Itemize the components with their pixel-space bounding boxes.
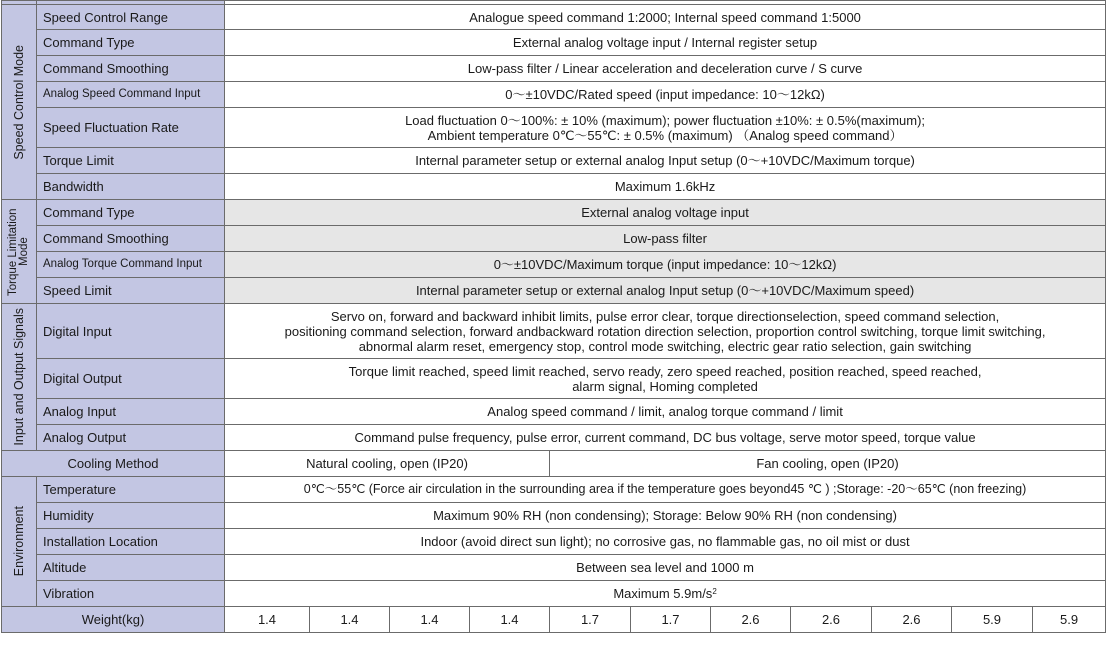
- row-label: Digital Output: [37, 359, 225, 399]
- row-value: 0～±10VDC/Rated speed (input impedance: 10～12kΩ): [225, 82, 1106, 108]
- group-label: Input and Output Signals: [11, 308, 26, 446]
- row-value: [225, 359, 1106, 399]
- table-row: [2, 304, 1106, 359]
- cooling-method-label: Cooling Method: [2, 451, 225, 477]
- row-label: Analog Input: [37, 399, 225, 425]
- row-value: Low-pass filter: [225, 226, 1106, 252]
- table-row: [2, 252, 1106, 278]
- value-line: positioning command selection, forward andbackward rotation direction selection, proportion control switching, torque limit switching,: [284, 323, 1046, 339]
- value-line: Ambient temperature 0℃～55℃: ± 0.5% (maximum) （Analog speed command）: [427, 127, 903, 143]
- cooling-fan-value: Fan cooling, open (IP20): [550, 451, 1106, 477]
- row-value: Command pulse frequency, pulse error, current command, DC bus voltage, serve motor speed, torque value: [225, 425, 1106, 451]
- row-label: Installation Location: [37, 529, 225, 555]
- table-row: [2, 278, 1106, 304]
- row-value: [225, 304, 1106, 359]
- table-row: [2, 30, 1106, 56]
- row-label: Analog Output: [37, 425, 225, 451]
- weight-cell: 2.6: [872, 607, 952, 633]
- weight-cell: 1.4: [390, 607, 470, 633]
- row-label: Command Smoothing: [37, 56, 225, 82]
- weight-cell: 1.4: [225, 607, 310, 633]
- row-value: Analog speed command / limit, analog torque command / limit: [225, 399, 1106, 425]
- row-value: [225, 108, 1106, 148]
- table-row: [2, 477, 1106, 503]
- value-line: Servo on, forward and backward inhibit limits, pulse error clear, torque directionselection, speed command selection,: [330, 308, 1000, 324]
- row-value: Low-pass filter / Linear acceleration and deceleration curve / S curve: [225, 56, 1106, 82]
- group-speed-control-mode: [2, 5, 37, 200]
- row-value: External analog voltage input / Internal register setup: [225, 30, 1106, 56]
- row-label: Speed Control Range: [37, 5, 225, 30]
- row-value: Between sea level and 1000 m: [225, 555, 1106, 581]
- row-value: Indoor (avoid direct sun light); no corrosive gas, no flammable gas, no oil mist or dust: [225, 529, 1106, 555]
- table-row: [2, 108, 1106, 148]
- row-label: Vibration: [37, 581, 225, 607]
- row-label: Digital Input: [37, 304, 225, 359]
- row-label: Temperature: [37, 477, 225, 503]
- row-label: Torque Limit: [37, 148, 225, 174]
- table-row: [2, 399, 1106, 425]
- group-input-output-signals: [2, 304, 37, 451]
- table-row: [2, 56, 1106, 82]
- row-value: 0～±10VDC/Maximum torque (input impedance: 10～12kΩ): [225, 252, 1106, 278]
- weight-cell: 5.9: [952, 607, 1033, 633]
- cooling-natural-value: Natural cooling, open (IP20): [225, 451, 550, 477]
- weight-label: Weight(kg): [2, 607, 225, 633]
- row-value: [225, 581, 1106, 607]
- row-label: Speed Limit: [37, 278, 225, 304]
- value-line: alarm signal, Homing completed: [572, 378, 758, 394]
- table-row: [2, 148, 1106, 174]
- table-row: [2, 503, 1106, 529]
- row-value: Maximum 1.6kHz: [225, 174, 1106, 200]
- value-line: Load fluctuation 0～100%: ± 10% (maximum); power fluctuation ±10%: ± 0.5%(maximum);: [405, 112, 926, 128]
- row-value: Maximum 90% RH (non condensing); Storage: Below 90% RH (non condensing): [225, 503, 1106, 529]
- weight-cell: 5.9: [1033, 607, 1106, 633]
- row-label: Analog Torque Command Input: [37, 252, 225, 278]
- vibration-superscript: 2: [712, 587, 717, 596]
- table-row: [2, 581, 1106, 607]
- row-value: Internal parameter setup or external analog Input setup (0～+10VDC/Maximum torque): [225, 148, 1106, 174]
- row-value: 0℃～55℃ (Force air circulation in the surrounding area if the temperature goes beyond45 ℃ ) ;Storage: -20～65℃ (non freezing): [225, 477, 1106, 503]
- weight-cell: 2.6: [791, 607, 872, 633]
- table-row: [2, 5, 1106, 30]
- row-label: Humidity: [37, 503, 225, 529]
- spec-table: [1, 0, 1106, 633]
- row-value: Analogue speed command 1:2000; Internal speed command 1:5000: [225, 5, 1106, 30]
- table-row-weight: [2, 607, 1106, 633]
- value-line: abnormal alarm reset, emergency stop, control mode switching, electric gear ratio selection, gain switching: [358, 338, 972, 354]
- vibration-text: Maximum 5.9m/s: [613, 586, 713, 601]
- table-row: [2, 425, 1106, 451]
- table-row: [2, 200, 1106, 226]
- weight-cell: 1.4: [310, 607, 390, 633]
- table-row: [2, 174, 1106, 200]
- row-label: Analog Speed Command Input: [37, 82, 225, 108]
- row-value: Internal parameter setup or external analog Input setup (0～+10VDC/Maximum speed): [225, 278, 1106, 304]
- row-label: Bandwidth: [37, 174, 225, 200]
- group-label: Speed Control Mode: [11, 44, 26, 160]
- group-label: Torque Limitation Mode: [7, 207, 30, 296]
- table-row: [2, 226, 1106, 252]
- row-label: Command Smoothing: [37, 226, 225, 252]
- weight-cell: 1.7: [550, 607, 631, 633]
- row-value: External analog voltage input: [225, 200, 1106, 226]
- weight-cell: 1.4: [470, 607, 550, 633]
- group-environment: [2, 477, 37, 607]
- table-row: [2, 359, 1106, 399]
- group-torque-limitation-mode: [2, 200, 37, 304]
- row-label: Command Type: [37, 30, 225, 56]
- value-line: Torque limit reached, speed limit reached, servo ready, zero speed reached, position reached, speed reached,: [348, 363, 982, 379]
- row-label: Altitude: [37, 555, 225, 581]
- table-row: [2, 82, 1106, 108]
- table-row: [2, 555, 1106, 581]
- table-row-cooling: [2, 451, 1106, 477]
- table-row: [2, 529, 1106, 555]
- weight-cell: 1.7: [631, 607, 711, 633]
- group-label: Environment: [11, 506, 26, 577]
- row-label: Command Type: [37, 200, 225, 226]
- row-label: Speed Fluctuation Rate: [37, 108, 225, 148]
- weight-cell: 2.6: [711, 607, 791, 633]
